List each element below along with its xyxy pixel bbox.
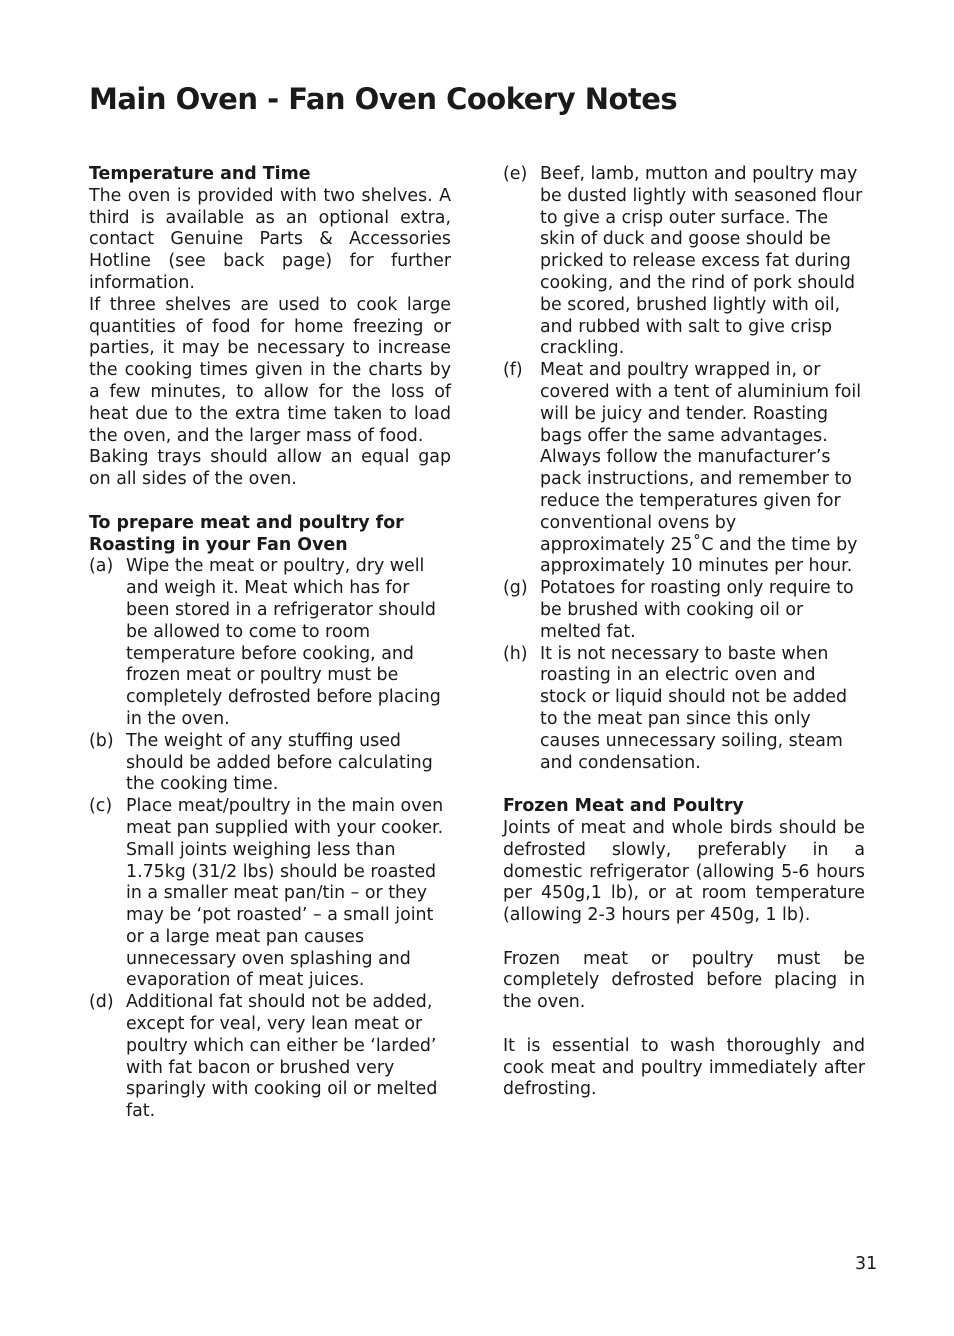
- list-item: [503, 360, 865, 578]
- item-label: (g): [503, 578, 528, 599]
- paragraph: Frozen meat or poultry must be completely defrosted before placing in the oven.: [503, 948, 865, 1013]
- item-text: Meat and poultry wrapped in, or covered with a tent of aluminium foil will be juicy and tender. Roasting bags offer the same advantages. Always follow the manufacturer’s pack instructions, and remember to reduce the temperatures given for conventional ovens by approximately 25˚C and the time by approximately 10 minutes per hour.: [540, 360, 862, 577]
- item-text: Place meat/poultry in the main oven meat pan supplied with your cooker. Small joints weighing less than 1.75kg (31/2 lbs) should be roasted in a smaller meat pan/tin – or they may be ‘pot roasted’ – a small joint or a large meat pan causes unnecessary oven splashing and evaporation of meat juices.: [126, 796, 444, 991]
- left-column: [89, 164, 451, 1123]
- list-item: [89, 556, 451, 730]
- page-title: Main Oven - Fan Oven Cookery Notes: [89, 82, 678, 116]
- item-label: (f): [503, 360, 523, 381]
- heading-line: To prepare meat and poultry for: [89, 512, 404, 533]
- section-heading-prepare-meat: [89, 513, 451, 557]
- item-text: Beef, lamb, mutton and poultry may be dusted lightly with seasoned flour to give a crisp outer surface. The skin of duck and goose should be pricked to release excess fat during cooking, and the rind of pork should be scored, brushed lightly with oil, and rubbed with salt to give crisp crackling.: [540, 164, 863, 359]
- item-text: Wipe the meat or poultry, dry well and weigh it. Meat which has for been stored in a refrigerator should be allowed to come to room temperature before cooking, and frozen meat or poultry must be completely defrosted before placing in the oven.: [126, 556, 441, 729]
- list-item: [503, 644, 865, 775]
- item-label: (c): [89, 796, 113, 817]
- list-item: [89, 796, 451, 992]
- list-item: [89, 731, 451, 796]
- list-item: [503, 164, 865, 360]
- section-heading-temperature-time: Temperature and Time: [89, 164, 311, 184]
- item-text: The weight of any stuffing used should be added before calculating the cooking time.: [126, 730, 433, 795]
- page-number: 31: [855, 1254, 878, 1274]
- item-label: (h): [503, 643, 528, 664]
- paragraph: Joints of meat and whole birds should be defrosted slowly, preferably in a domestic refrigerator (allowing 5-6 hours per 450g,1 lb), or at room temperature (allowing 2-3 hours per 450g, 1 lb).: [503, 817, 865, 926]
- item-text: Potatoes for roasting only require to be brushed with cooking oil or melted fat.: [540, 578, 854, 642]
- item-label: (e): [503, 164, 528, 184]
- paragraph: If three shelves are used to cook large quantities of food for home freezing or parties, it may be necessary to increase the cooking times given in the charts by a few minutes, to allow for the loss of heat due to the extra time taken to load the oven, and the larger mass of food.: [89, 294, 451, 446]
- section-heading-frozen-meat: Frozen Meat and Poultry: [503, 796, 744, 817]
- paragraph: It is essential to wash thoroughly and cook meat and poultry immediately after defrosting.: [503, 1035, 865, 1100]
- item-label: (d): [89, 992, 114, 1013]
- list-item: [503, 578, 865, 643]
- right-column: [503, 164, 865, 1101]
- list-item: [89, 992, 451, 1123]
- item-text: It is not necessary to baste when roasting in an electric oven and stock or liquid should not be added to the meat pan since this only causes unnecessary soiling, steam and condensation.: [540, 643, 848, 773]
- item-text: Additional fat should not be added, except for veal, very lean meat or poultry which can either be ‘larded’ with fat bacon or brushed very sparingly with cooking oil or melted fat.: [126, 992, 438, 1122]
- item-label: (b): [89, 730, 114, 751]
- item-label: (a): [89, 556, 114, 577]
- heading-line: Roasting in your Fan Oven: [89, 534, 348, 555]
- paragraph: The oven is provided with two shelves. A third is available as an optional extra, contact Genuine Parts & Accessories Hotline (see back page) for further information.: [89, 185, 451, 293]
- paragraph: Baking trays should allow an equal gap on all sides of the oven.: [89, 447, 451, 490]
